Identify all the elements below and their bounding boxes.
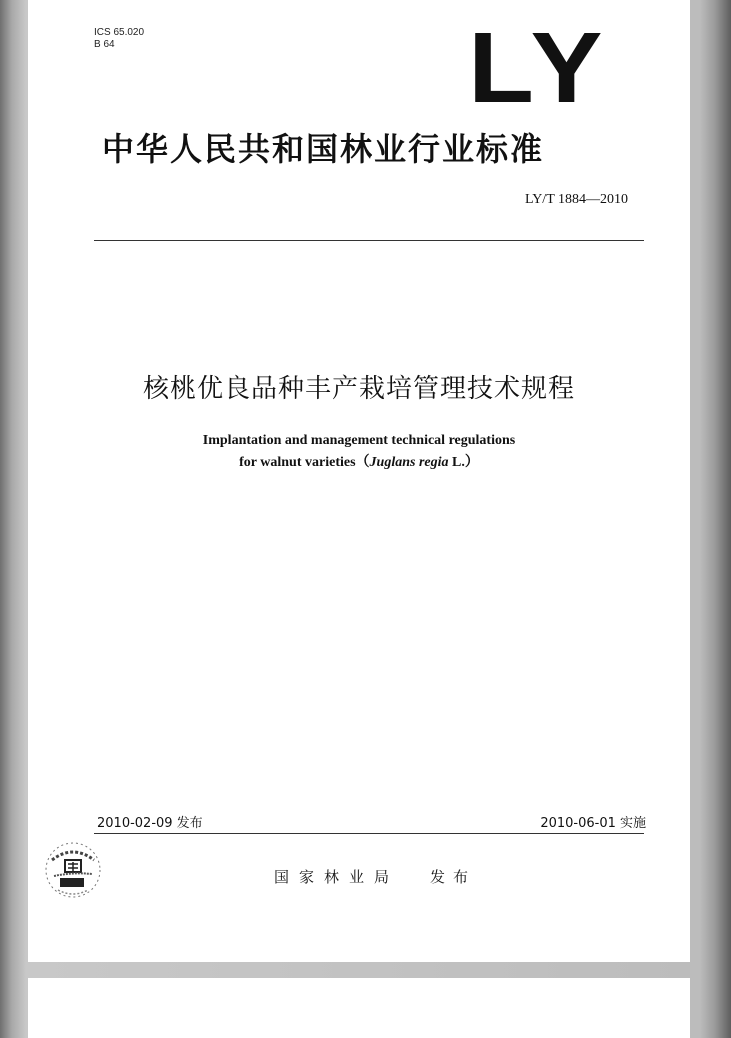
ly-logo: LY <box>468 12 610 124</box>
effective-date: 2010-06-01 实施 <box>540 816 646 831</box>
standard-category-title: 中华人民共和国林业行业标准 <box>102 130 545 168</box>
document-page <box>28 0 690 962</box>
standard-number: LY/T 1884—2010 <box>525 192 628 207</box>
classification-codes <box>94 27 144 51</box>
title-en-suffix: L.） <box>448 455 479 470</box>
title-en-prefix: for walnut varieties（ <box>239 455 370 470</box>
title-en-line2 <box>28 452 690 474</box>
header-divider <box>94 240 644 241</box>
footer-divider <box>94 833 644 834</box>
title-en-species: Juglans regia <box>369 455 449 470</box>
publish-label: 发布 <box>430 868 477 886</box>
next-page-edge <box>28 978 690 1038</box>
document-title-cn: 核桃优良品种丰产栽培管理技术规程 <box>142 374 575 404</box>
publisher-seal-stamp <box>38 838 108 902</box>
publisher-name: 国家林业局 <box>274 868 400 886</box>
ccs-code: B 64 <box>94 39 115 50</box>
document-title-en <box>28 430 690 474</box>
ics-code: ICS 65.020 <box>94 27 145 38</box>
title-en-line1: Implantation and management technical regulations <box>202 433 516 448</box>
issue-date: 2010-02-09 发布 <box>97 816 203 831</box>
